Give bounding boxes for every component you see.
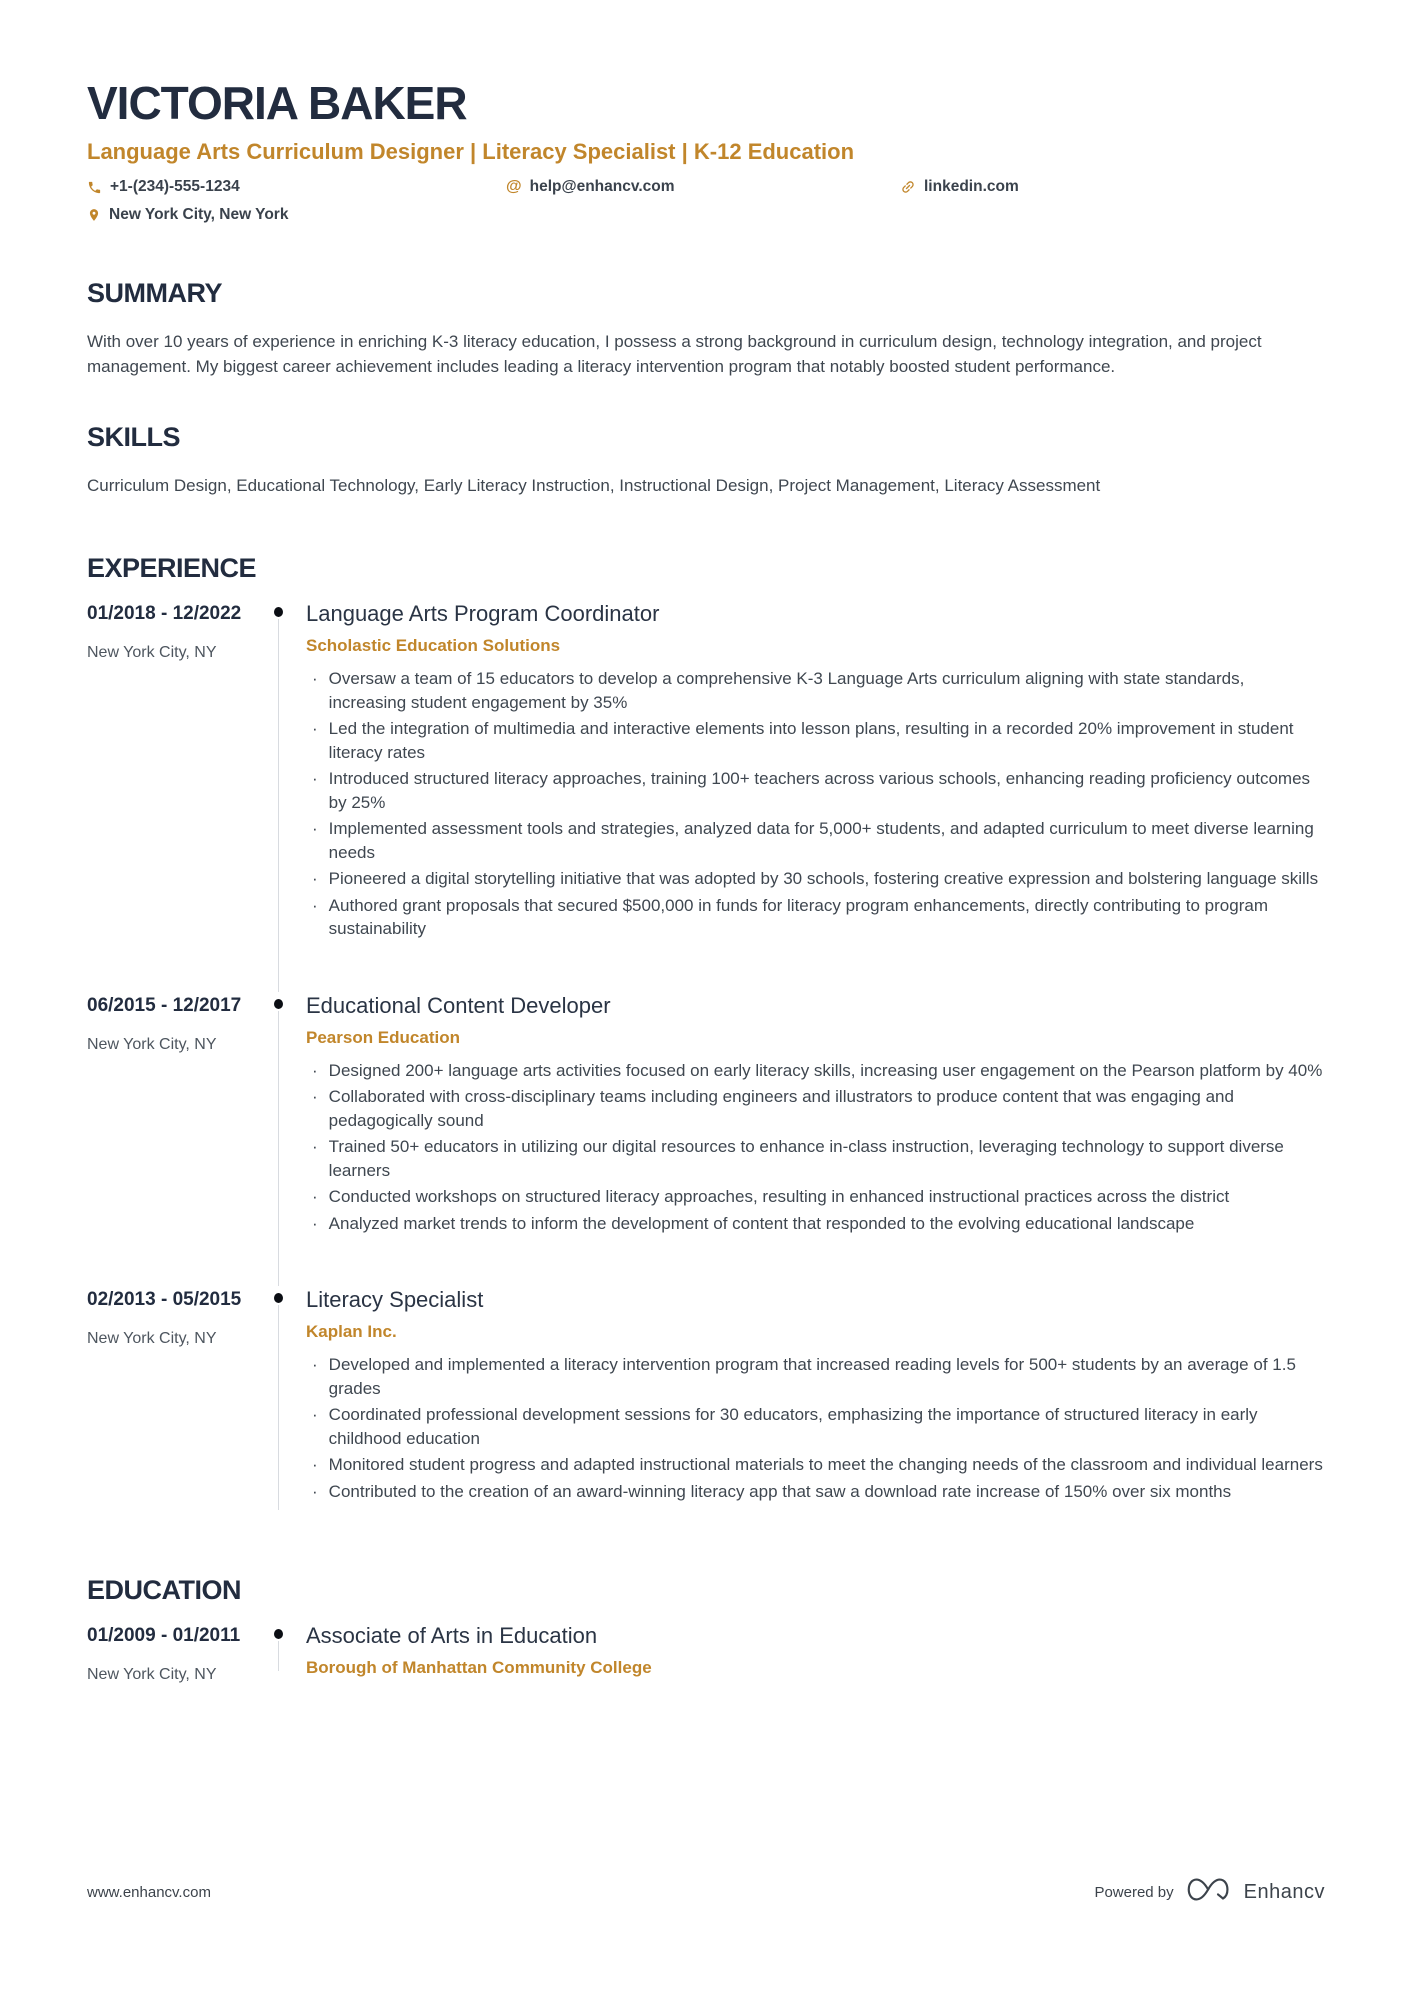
bullet-item [312, 817, 1325, 864]
education-section [87, 1574, 1325, 1686]
company-name: Scholastic Education Solutions [306, 636, 561, 655]
bullet-dot: · [312, 1213, 318, 1233]
entry-dates: 02/2013 - 05/2015 [87, 1289, 242, 1310]
bullet-item [312, 1453, 1325, 1477]
experience-section [87, 552, 1325, 1510]
bullet-text: Introduced structured literacy approaches, training 100+ teachers across various schools, enhancing reading proficiency outcomes by 25% [328, 769, 1311, 812]
experience-entry [87, 1286, 1325, 1510]
bullet-text: Led the integration of multimedia and interactive elements into lesson plans, resulting in a recorded 20% improvement in student literacy rates [328, 719, 1294, 762]
powered-by [1094, 1876, 1325, 1908]
job-title: Literacy Specialist [306, 1287, 484, 1312]
bullet-dot: · [312, 1405, 318, 1424]
bullet-dot: · [312, 819, 318, 838]
at-icon: @ [506, 178, 522, 195]
entry-dates: 01/2018 - 12/2022 [87, 603, 242, 624]
bullet-item [312, 667, 1325, 714]
summary-heading: SUMMARY [87, 278, 222, 308]
bullet-text: Conducted workshops on structured literacy approaches, resulting in enhanced instructional practices across the district [328, 1187, 1230, 1206]
bullet-text: Collaborated with cross-disciplinary teams including engineers and illustrators to produce content that was engaging and pedagogically sound [328, 1087, 1234, 1130]
job-title: Educational Content Developer [306, 992, 611, 1018]
link-icon [897, 176, 920, 199]
entry-meta [87, 1622, 272, 1686]
timeline-dot [274, 1293, 283, 1303]
bullet-dot: · [312, 1187, 318, 1206]
bullet-text: Trained 50+ educators in utilizing our digital resources to enhance in-class instruction, leveraging technology to support diverse learners [328, 1137, 1284, 1180]
contact-row [87, 177, 1325, 197]
email-link[interactable] [506, 177, 900, 197]
bullet-item [312, 1059, 1325, 1083]
job-title: Language Arts Program Coordinator [306, 601, 660, 626]
bullet-list [306, 1353, 1325, 1503]
bullet-dot: · [312, 1137, 318, 1156]
bullet-dot: · [312, 1060, 318, 1080]
pin-icon [87, 207, 101, 223]
entry-location: New York City, NY [87, 644, 217, 661]
bullet-text: Analyzed market trends to inform the development of content that responded to the evolving educational landscape [328, 1213, 1195, 1233]
enhancv-brand: Enhancv [1243, 1880, 1325, 1903]
summary-section [87, 277, 1325, 379]
summary-text: With over 10 years of experience in enriching K-3 literacy education, I possess a strong background in curriculum design, technology integration, and project management. My biggest career achievement includes leading a literacy intervention program that notably boosted student performance. [87, 332, 1262, 376]
bullet-dot: · [312, 719, 318, 738]
candidate-name: VICTORIA BAKER [87, 77, 467, 129]
email-address: help@enhancv.com [529, 178, 675, 195]
entry-meta [87, 600, 272, 992]
bullet-text: Implemented assessment tools and strategies, analyzed data for 5,000+ students, and adapted curriculum to meet diverse learning needs [328, 819, 1314, 862]
bullet-item [312, 894, 1325, 941]
bullet-dot: · [312, 669, 318, 688]
linkedin-url: linkedin.com [924, 178, 1019, 195]
bullet-text: Developed and implemented a literacy intervention program that increased reading levels for 500+ students by an average of 1.5 grades [328, 1355, 1296, 1398]
headline: Language Arts Curriculum Designer | Literacy Specialist | K-12 Education [87, 139, 855, 164]
skills-section [87, 421, 1325, 498]
entry-dates: 01/2009 - 01/2011 [87, 1625, 241, 1646]
entry-location: New York City, NY [87, 1330, 217, 1347]
timeline-line [278, 1011, 280, 1287]
location [87, 205, 506, 225]
bullet-item [312, 1353, 1325, 1400]
page-footer [87, 1876, 1325, 1908]
bullet-item [312, 767, 1325, 814]
degree-title: Associate of Arts in Education [306, 1623, 598, 1648]
resume-header [87, 78, 1325, 225]
bullet-list [306, 667, 1325, 941]
experience-entries [87, 600, 1325, 1510]
bullet-text: Pioneered a digital storytelling initiative that was adopted by 30 schools, fostering creative expression and bolstering language skills [328, 869, 1319, 888]
skills-text: Curriculum Design, Educational Technology, Early Literacy Instruction, Instructional Design, Project Management, Literacy Assessment [87, 476, 1101, 495]
timeline [272, 1286, 306, 1510]
timeline-dot [274, 999, 283, 1009]
bullet-item [312, 1212, 1325, 1236]
timeline [272, 600, 306, 992]
bullet-text: Contributed to the creation of an award-winning literacy app that saw a download rate increase of 150% over six months [328, 1481, 1232, 1501]
bullet-dot: · [312, 1355, 318, 1374]
footer-website[interactable]: www.enhancv.com [87, 1883, 211, 1901]
entry-content [306, 1286, 1325, 1510]
location-text: New York City, New York [109, 206, 289, 223]
bullet-dot: · [312, 1481, 318, 1501]
bullet-dot: · [312, 769, 318, 788]
school-name: Borough of Manhattan Community College [306, 1658, 652, 1677]
linkedin-link[interactable] [900, 177, 1325, 197]
timeline-line [278, 1305, 280, 1510]
powered-by-label: Powered by [1094, 1883, 1174, 1901]
education-entry [87, 1622, 1325, 1686]
bullet-dot: · [312, 1087, 318, 1106]
bullet-text: Designed 200+ language arts activities focused on early literacy skills, increasing user engagement on the Pearson platform by 40% [328, 1060, 1323, 1080]
bullet-list [306, 1059, 1325, 1236]
bullet-item [312, 867, 1325, 891]
entry-dates: 06/2015 - 12/2017 [87, 994, 242, 1016]
timeline-line [278, 619, 280, 992]
bullet-item [312, 1135, 1325, 1182]
education-heading: EDUCATION [87, 1575, 241, 1605]
entry-location: New York City, NY [87, 1035, 217, 1053]
phone-link[interactable] [87, 177, 506, 197]
entry-content [306, 600, 1325, 992]
bullet-dot: · [312, 895, 318, 915]
company-name: Kaplan Inc. [306, 1322, 397, 1341]
timeline [272, 992, 306, 1287]
bullet-text: Monitored student progress and adapted instructional materials to meet the changing needs of the classroom and individual learners [328, 1455, 1323, 1474]
entry-meta [87, 992, 272, 1287]
entry-content [306, 992, 1325, 1287]
phone-number: +1-(234)-555-1234 [110, 178, 240, 195]
experience-heading: EXPERIENCE [87, 553, 257, 583]
timeline-line [278, 1641, 280, 1671]
education-entries [87, 1622, 1325, 1686]
bullet-item [312, 1085, 1325, 1132]
bullet-item [312, 1403, 1325, 1450]
timeline-dot [274, 1629, 283, 1639]
skills-heading: SKILLS [87, 422, 181, 452]
bullet-item [312, 1185, 1325, 1209]
bullet-item [312, 1480, 1325, 1504]
bullet-text: Coordinated professional development sessions for 30 educators, emphasizing the importance of structured literacy in early childhood education [328, 1405, 1258, 1448]
timeline [272, 1622, 306, 1686]
entry-content [306, 1622, 1325, 1686]
experience-entry [87, 600, 1325, 992]
bullet-item [312, 717, 1325, 764]
entry-meta [87, 1286, 272, 1510]
experience-entry [87, 992, 1325, 1287]
company-name: Pearson Education [306, 1027, 460, 1047]
entry-location: New York City, NY [87, 1666, 217, 1683]
enhancv-logo [1186, 1876, 1232, 1908]
location-row [87, 205, 1325, 225]
timeline-dot [274, 607, 283, 617]
phone-icon [87, 180, 102, 195]
bullet-text: Authored grant proposals that secured $500,000 in funds for literacy program enhancements, directly contributing to program sustainability [328, 895, 1268, 938]
bullet-dot: · [312, 869, 318, 888]
bullet-text: Oversaw a team of 15 educators to develop a comprehensive K-3 Language Arts curriculum aligning with state standards, increasing student engagement by 35% [328, 669, 1245, 712]
bullet-dot: · [312, 1455, 318, 1474]
